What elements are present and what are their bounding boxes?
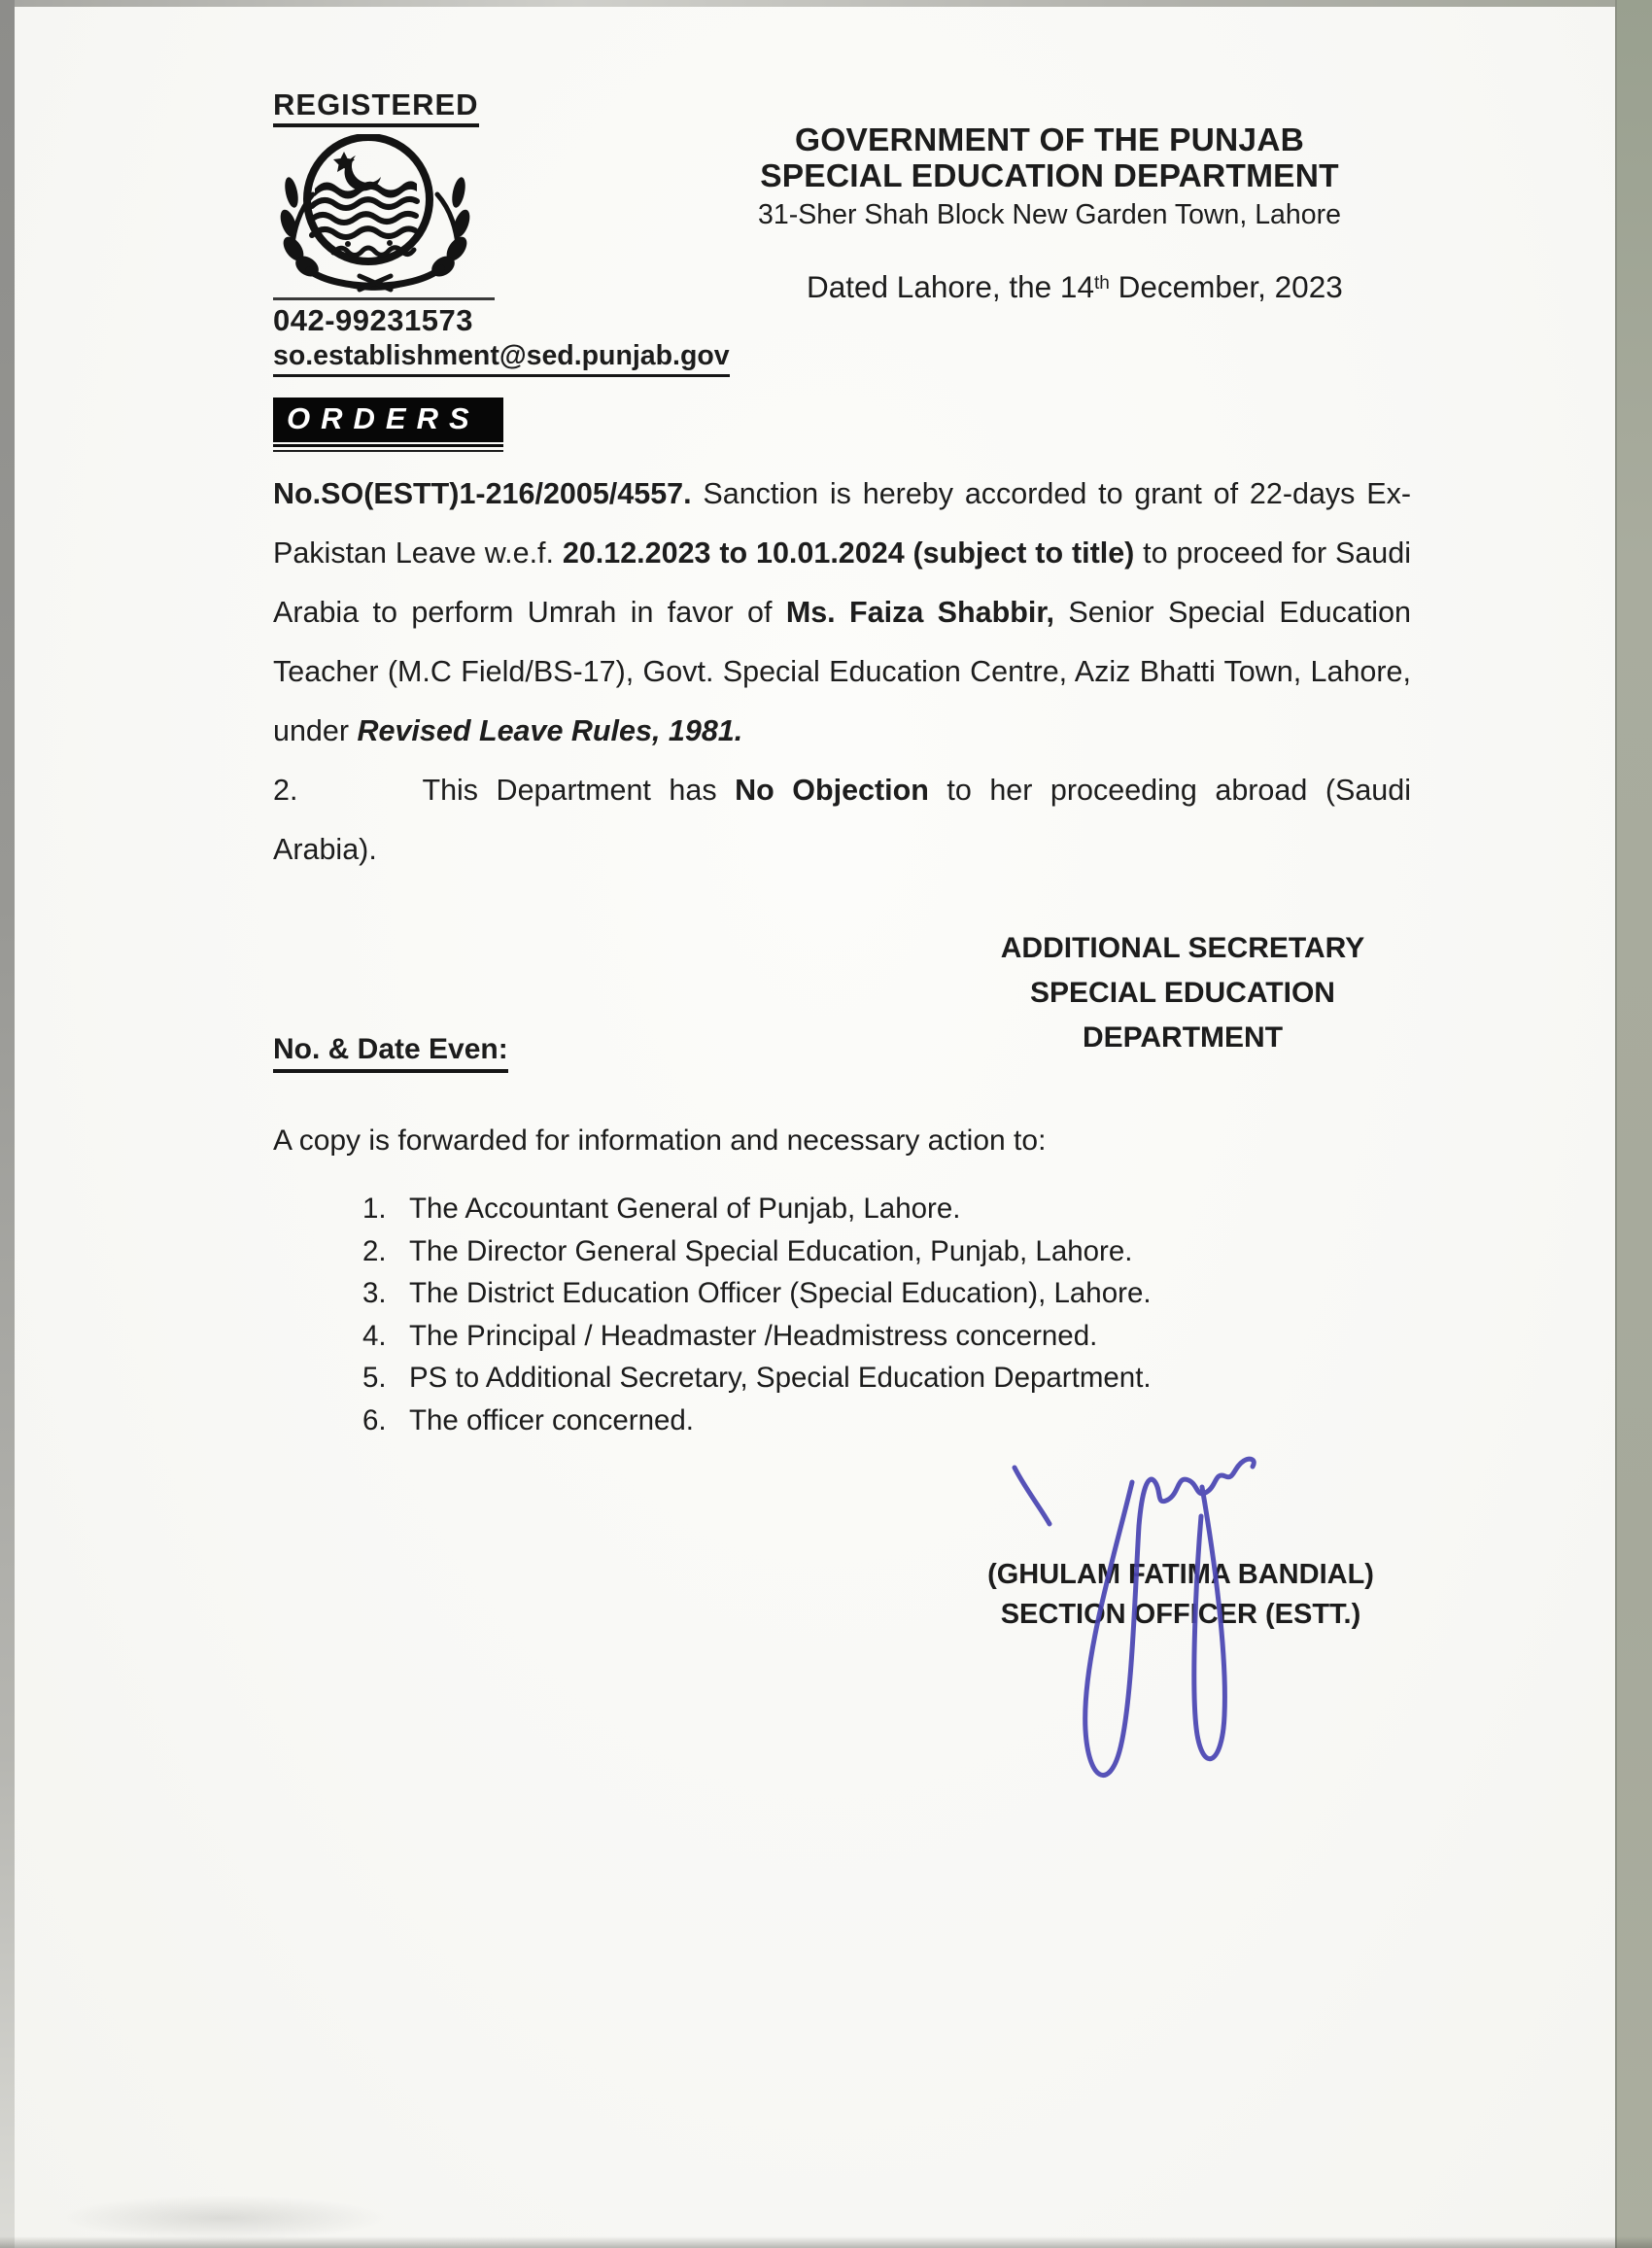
registered-label: REGISTERED — [273, 87, 479, 127]
department-heading — [680, 122, 1419, 233]
section-officer-title: SECTION OFFICER (ESTT.) — [1000, 1599, 1361, 1630]
orders-heading — [273, 398, 503, 452]
date-line — [807, 269, 1399, 305]
scan-edge-right — [1615, 0, 1652, 2248]
list-item — [362, 1272, 1152, 1315]
orders-heading-text: ORDERS — [273, 398, 503, 442]
list-item-text: The Principal / Headmaster /Headmistress concerned. — [409, 1319, 1098, 1352]
order-reference-number: No.SO(ESTT)1-216/2005/4557. — [273, 477, 692, 510]
paragraph-number: 2. — [273, 774, 298, 807]
date-ordinal: th — [1093, 273, 1110, 294]
scan-edge-top — [0, 0, 1652, 7]
list-item — [362, 1400, 1152, 1442]
list-item-text: The District Education Officer (Special Education), Lahore. — [409, 1277, 1152, 1309]
list-item-number: 4. — [362, 1319, 387, 1352]
list-item-number: 2. — [362, 1234, 387, 1267]
department-title: SPECIAL EDUCATION DEPARTMENT — [760, 158, 1339, 194]
signatory-line1: ADDITIONAL SECRETARY — [1000, 932, 1365, 964]
list-item-number: 5. — [362, 1362, 387, 1394]
distribution-list — [362, 1188, 1152, 1441]
date-prefix: Dated Lahore, the 14 — [807, 269, 1094, 304]
email-address: so.establishment@sed.punjab.gov — [273, 340, 730, 377]
list-item — [362, 1315, 1152, 1358]
government-title: GOVERNMENT OF THE PUNJAB — [794, 122, 1305, 158]
list-item-text: The Accountant General of Punjab, Lahore. — [409, 1193, 961, 1225]
list-item-number: 1. — [362, 1193, 387, 1225]
signatory-line2: SPECIAL EDUCATION — [1030, 977, 1335, 1009]
date-suffix: December, 2023 — [1109, 269, 1343, 304]
punjab-government-crest-logo — [280, 134, 470, 294]
text-run: to proceed for Saudi Arabia to perform Umrah in favor of — [273, 536, 1412, 629]
contact-divider-line — [273, 297, 495, 300]
orders-heading-underline — [273, 444, 503, 452]
no-and-date-even-label: No. & Date Even: — [273, 1033, 508, 1073]
text-run: Senior Special Education Teacher (M.C Field/BS-17), Govt. Special Education Centre, Aziz Bhatti Town, Lahore, under — [273, 596, 1412, 747]
list-item-number: 6. — [362, 1403, 387, 1436]
text-run: Sanction is hereby accorded to grant of 22-days Ex-Pakistan Leave w.e.f. — [273, 477, 1411, 570]
officer-name-run: Ms. Faiza Shabbir, — [785, 596, 1055, 629]
leave-rules-run: Revised Leave Rules, 1981. — [357, 714, 743, 747]
order-paragraph — [273, 465, 1411, 761]
leave-dates-run: 20.12.2023 to 10.01.2024 (subject to title) — [562, 536, 1135, 570]
list-item-number: 3. — [362, 1277, 387, 1309]
signatory-block — [979, 926, 1387, 1060]
scan-shadow-bottom-left — [58, 2196, 389, 2240]
signatory-line3: DEPARTMENT — [1082, 1021, 1284, 1054]
list-item-text: The Director General Special Education, Punjab, Lahore. — [409, 1234, 1133, 1267]
list-item — [362, 1188, 1152, 1230]
section-officer-name: (GHULAM FATIMA BANDIAL) — [987, 1559, 1374, 1590]
phone-number: 042-99231573 — [273, 303, 473, 337]
list-item — [362, 1230, 1152, 1273]
forwarding-intro: A copy is forwarded for information and necessary action to: — [273, 1124, 1047, 1157]
scan-edge-bottom — [0, 2236, 1652, 2248]
department-address: 31-Sher Shah Block New Garden Town, Lahore — [758, 199, 1341, 230]
list-item-text: The officer concerned. — [409, 1403, 694, 1436]
text-run: to her proceeding abroad (Saudi Arabia). — [273, 774, 1411, 866]
no-objection-paragraph — [273, 761, 1411, 880]
scan-edge-left — [0, 0, 15, 2248]
text-run: This Department has — [422, 774, 736, 807]
section-officer-block — [952, 1555, 1409, 1635]
no-objection-run: No Objection — [735, 774, 929, 807]
list-item-text: PS to Additional Secretary, Special Education Department. — [409, 1362, 1152, 1394]
list-item — [362, 1357, 1152, 1400]
